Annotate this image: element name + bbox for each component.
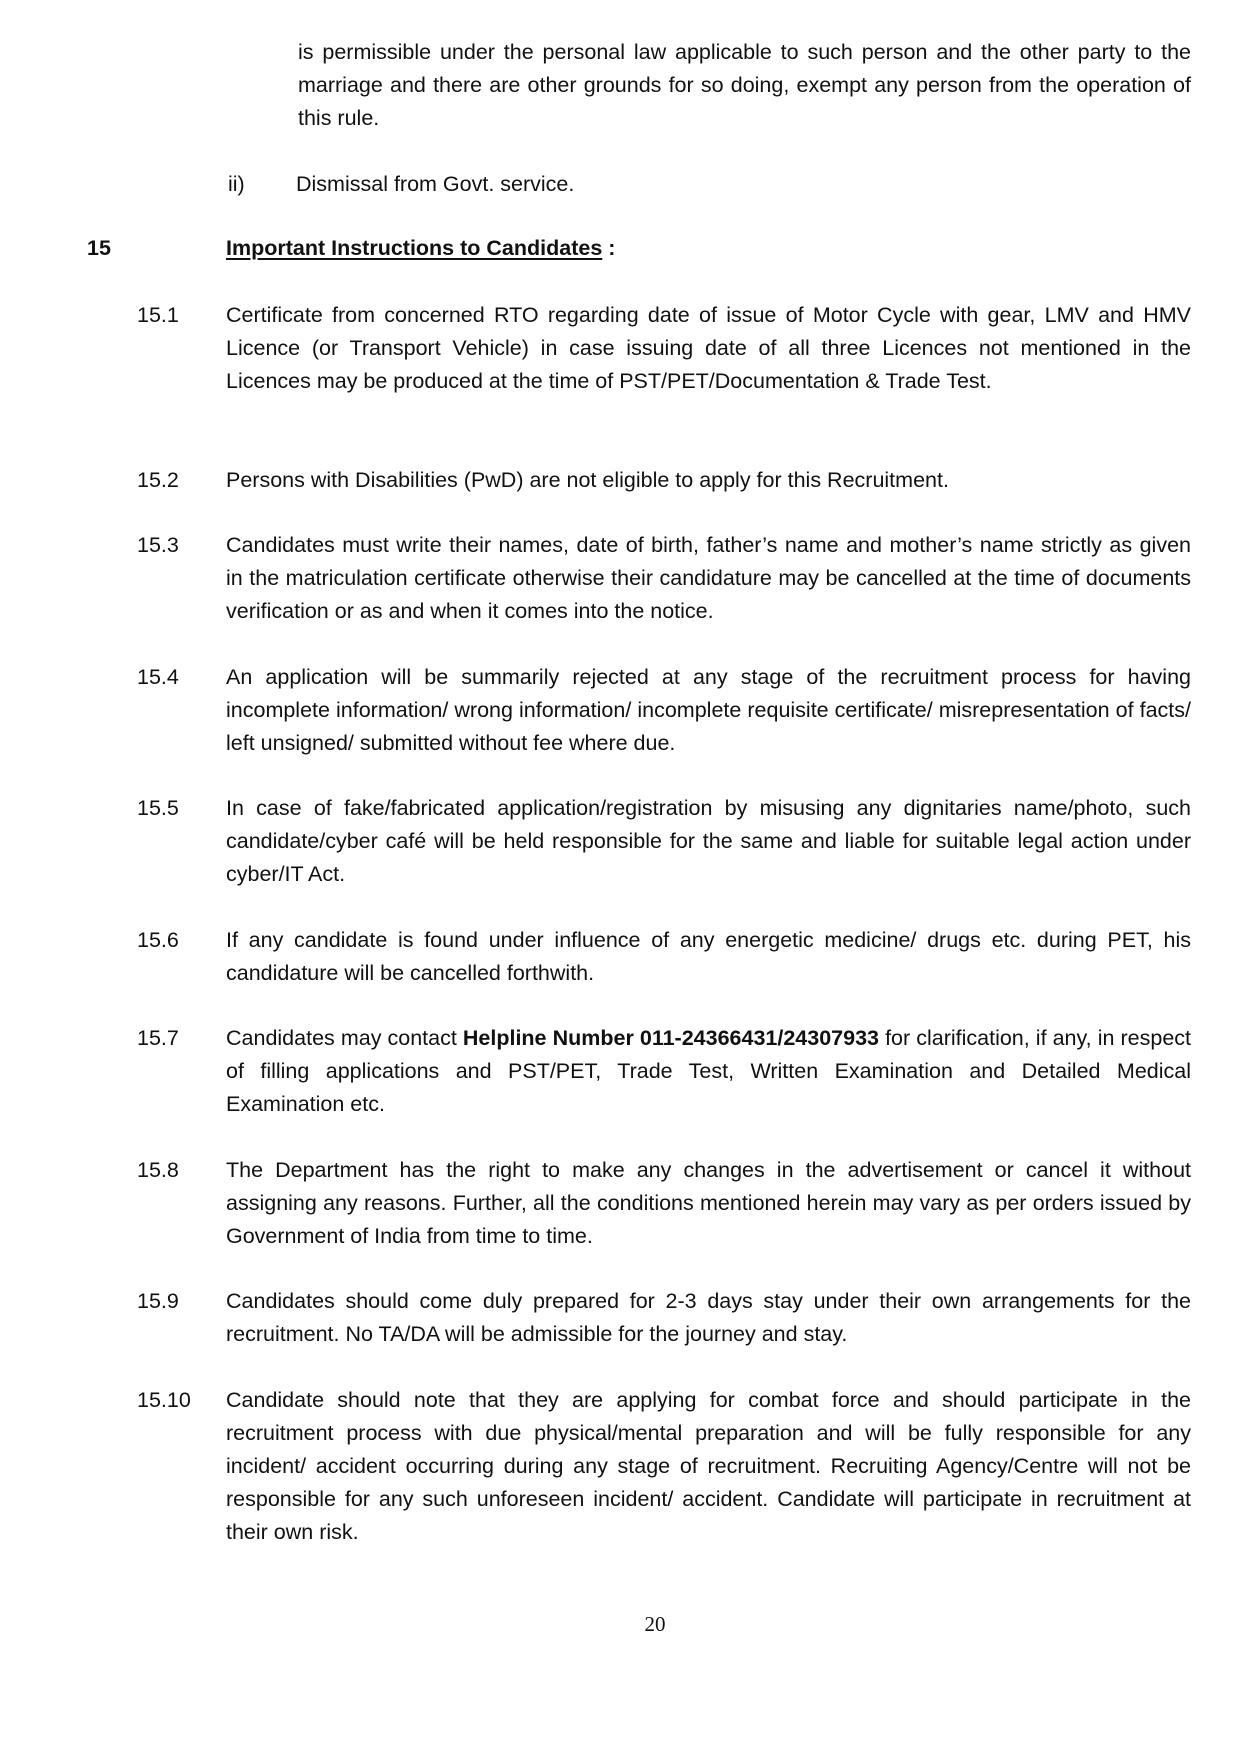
helpline-number: Helpline Number 011-24366431/24307933 [462,1026,880,1050]
instruction-item: Candidates should come duly prepared for 2-3 days stay under their own arrangements for the recruitment. No TA/DA will be admissible for the journey and stay. [226,1289,1191,1346]
instruction-item: If any candidate is found under influence of any energetic medicine/ drugs etc. during PET, his candidature will be cancelled forthwith. [226,928,1191,985]
instruction-item: An application will be summarily rejected at any stage of the recruitment process for having incomplete information/ wrong information/ incomplete requisite certificate/ misrepresentation of facts/ left unsigned/ submitted without fee where due. [226,665,1191,755]
item-text-after: for clarification, if any, in respect of filling applications and PST/PET, Trade Test, Written Examination and Detailed Medical Examination etc. [226,1026,1191,1116]
item-text-before: Candidates may contact [226,1026,463,1050]
penalty-item-marker: ii) [228,172,245,196]
page-number: 20 [644,1612,666,1636]
item-number: 15.6 [137,928,179,952]
instruction-item: Persons with Disabilities (PwD) are not eligible to apply for this Recruitment. [226,468,949,492]
item-number: 15.5 [137,796,179,820]
penalty-item-text: Dismissal from Govt. service. [296,172,575,196]
instruction-item [226,1022,1191,1121]
section-number: 15 [87,236,111,260]
item-number: 15.3 [137,533,179,557]
item-number: 15.1 [137,303,179,327]
instruction-item: Candidate should note that they are applying for combat force and should participate in the recruitment process with due physical/mental preparation and will be fully responsible for any incident/ accident occurring during any stage of recruitment. Recruiting Agency/Centre will not be responsible for any such unforeseen incident/ accident. Candidate will participate in recruitment at their own risk. [226,1388,1191,1544]
continuation-paragraph: is permissible under the personal law applicable to such person and the other party to the marriage and there are other grounds for so doing, exempt any person from the operation of this rule. [298,40,1191,130]
item-number: 15.4 [137,665,179,689]
instruction-item: Candidates must write their names, date of birth, father’s name and mother’s name strictly as given in the matriculation certificate otherwise their candidature may be cancelled at the time of documents verification or as and when it comes into the notice. [226,533,1191,623]
section-heading [226,232,615,265]
section-title-suffix: : [602,236,616,260]
instruction-item: The Department has the right to make any changes in the advertisement or cancel it without assigning any reasons. Further, all the conditions mentioned herein may vary as per orders issued by Government of India from time to time. [226,1158,1191,1248]
item-number: 15.7 [137,1026,179,1050]
instruction-item: Certificate from concerned RTO regarding date of issue of Motor Cycle with gear, LMV and HMV Licence (or Transport Vehicle) in case issuing date of all three Licences not mentioned in the Licences may be produced at the time of PST/PET/Documentation & Trade Test. [226,303,1191,393]
item-number: 15.10 [137,1388,191,1412]
instruction-item: In case of fake/fabricated application/registration by misusing any dignitaries name/photo, such candidate/cyber café will be held responsible for the same and liable for suitable legal action under cyber/IT Act. [226,796,1191,886]
section-title: Important Instructions to Candidates [226,236,603,260]
item-number: 15.8 [137,1158,179,1182]
item-number: 15.9 [137,1289,179,1313]
item-number: 15.2 [137,468,179,492]
